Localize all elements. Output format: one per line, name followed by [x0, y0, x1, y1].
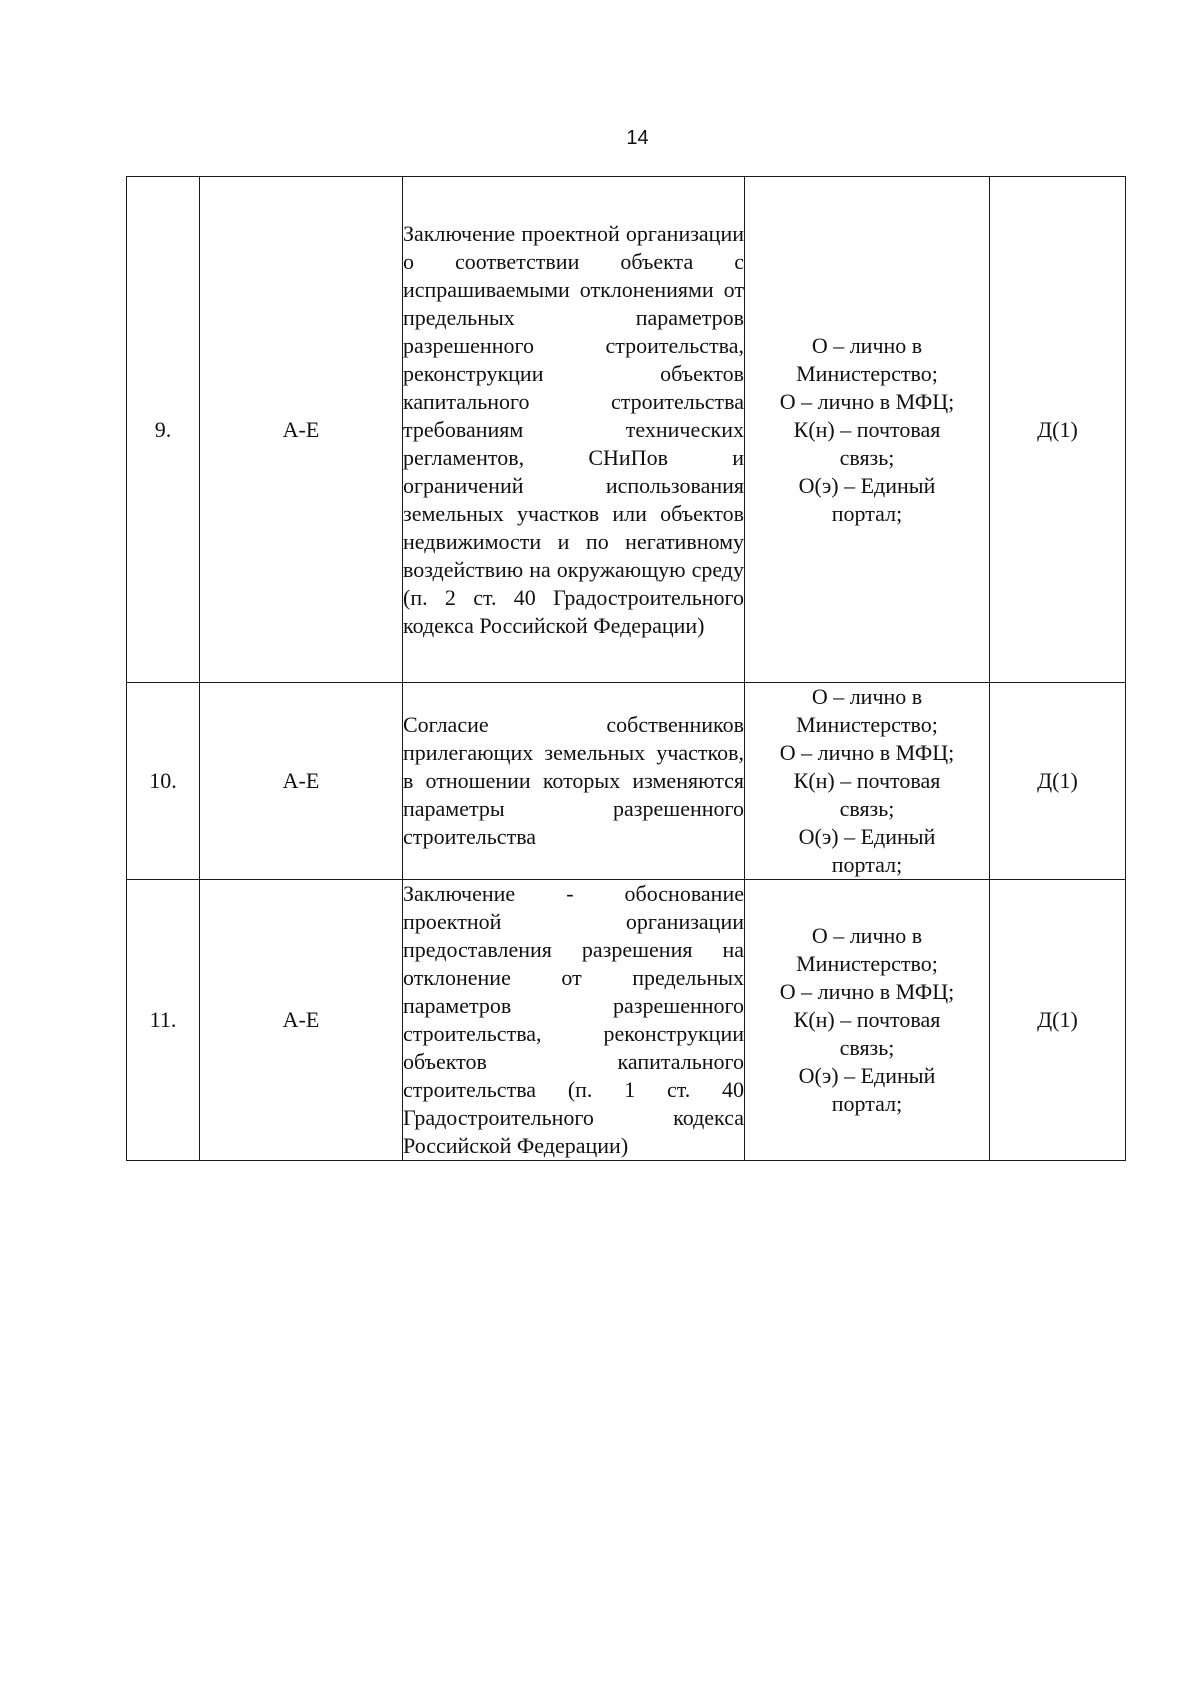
page-number: 14: [626, 127, 649, 149]
table-row: [127, 880, 1126, 1161]
document-description-text: Согласие собственников прилегающих земельных участков, в отношении которых изменяются параметры разрешенного строительства: [403, 712, 744, 849]
submission-method-line: О(э) – Единый: [798, 472, 936, 498]
applicant-code: А-Е: [200, 683, 403, 880]
submission-method-line: О – лично в МФЦ;: [779, 388, 955, 414]
document-description-text: Заключение - обоснование проектной организации предоставления разрешения на отклонение от предельных параметров разрешенного строительства, реконструкции объектов капитального строительства (п. 1 ст. 40 Градостроительного кодекса Российской Федерации): [403, 881, 744, 1158]
row-number: 10.: [127, 683, 200, 880]
document-category: Д(1): [990, 177, 1126, 683]
document-category: Д(1): [990, 880, 1126, 1161]
document-description: [403, 880, 745, 1161]
documents-table: [126, 176, 1126, 1161]
submission-method-line: портал;: [831, 500, 903, 526]
table-row: [127, 177, 1126, 683]
row-number: 9.: [127, 177, 200, 683]
submission-method-line: связь;: [839, 444, 895, 470]
submission-method-line: портал;: [831, 1091, 903, 1116]
submission-methods: [745, 880, 990, 1161]
submission-method-line: связь;: [839, 1035, 895, 1060]
submission-method-line: О – лично в: [811, 923, 923, 948]
submission-method-line: Министерство;: [796, 951, 938, 976]
submission-method-line: Министерство;: [796, 712, 938, 737]
document-description: [403, 683, 745, 880]
submission-method-line: К(н) – почтовая: [793, 416, 941, 442]
submission-method-line: О(э) – Единый: [798, 1063, 936, 1088]
document-category: Д(1): [990, 683, 1126, 880]
applicant-code: А-Е: [200, 880, 403, 1161]
submission-methods: [745, 177, 990, 683]
submission-methods: [745, 683, 990, 880]
submission-method-line: О – лично в: [811, 684, 923, 709]
submission-method-line: О – лично в МФЦ;: [779, 979, 955, 1004]
submission-method-line: портал;: [831, 852, 903, 877]
submission-method-line: К(н) – почтовая: [793, 1007, 941, 1032]
submission-method-line: О – лично в: [811, 332, 923, 358]
document-description-text: Заключение проектной организации о соответствии объекта с испрашиваемыми отклонениями от предельных параметров разрешенного строительства, реконструкции объектов капитального строительства требованиям технических регламентов, СНиПов и ограничений использования земельных участков или объектов недвижимости и по негативному воздействию на окружающую среду (п. 2 ст. 40 Градостроительного кодекса Российской Федерации): [403, 220, 744, 638]
submission-method-line: О – лично в МФЦ;: [779, 740, 955, 765]
submission-method-line: О(э) – Единый: [798, 824, 936, 849]
document-description: [403, 177, 745, 683]
submission-method-line: К(н) – почтовая: [793, 768, 941, 793]
submission-method-line: связь;: [839, 796, 895, 821]
table-row: [127, 683, 1126, 880]
submission-method-line: Министерство;: [796, 360, 938, 386]
row-number: 11.: [127, 880, 200, 1161]
applicant-code: А-Е: [200, 177, 403, 683]
